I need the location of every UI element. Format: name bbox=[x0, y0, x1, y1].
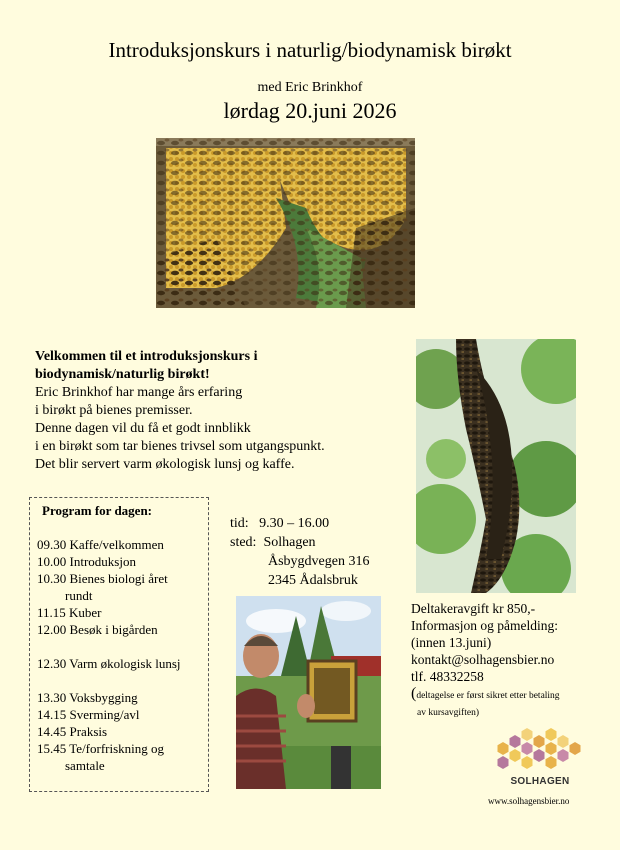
time-place-info bbox=[230, 514, 370, 590]
intro-body-line: i birøkt på bienes premisser. bbox=[35, 403, 193, 418]
program-item: 10.30 Bienes biologi året bbox=[37, 571, 168, 586]
intro-heading-line: Velkommen til et introduksjonskurs i bbox=[35, 349, 258, 364]
honeycomb-photo bbox=[156, 138, 415, 308]
note-paren: ( bbox=[411, 685, 417, 702]
subtitle: med Eric Brinkhof bbox=[257, 80, 363, 95]
address-line-1: Åsbygdvegen 316 bbox=[268, 554, 370, 569]
bee-swarm-photo bbox=[416, 339, 576, 593]
intro-body-line: Eric Brinkhof har mange års erfaring bbox=[35, 385, 243, 400]
page-title: Introduksjonskurs i naturlig/biodynamisk birøkt bbox=[108, 38, 512, 62]
intro-body-line: i en birøkt som tar bienes trivsel som utgangspunkt. bbox=[35, 439, 325, 454]
website-link[interactable]: www.solhagensbier.no bbox=[488, 796, 570, 806]
intro-text bbox=[35, 348, 395, 474]
program-item: 13.30 Voksbygging bbox=[37, 690, 138, 705]
payment-note-line-1: deltagelse er først sikret etter betaling bbox=[416, 691, 560, 701]
program-item-continuation: rundt bbox=[65, 588, 93, 603]
beekeeper-photo bbox=[236, 596, 381, 789]
address-line-2: 2345 Ådalsbruk bbox=[268, 573, 358, 588]
logo-text: SOLHAGEN bbox=[510, 776, 570, 787]
payment-note-line-2: av kursavgiften) bbox=[417, 708, 479, 718]
time-label: tid: bbox=[230, 516, 249, 531]
place-label: sted: bbox=[230, 535, 257, 550]
program-item: 15.45 Te/forfriskning og bbox=[37, 741, 165, 756]
program-item: 11.15 Kuber bbox=[37, 605, 102, 620]
program-item: 10.00 Introduksjon bbox=[37, 554, 136, 569]
program-heading: Program for dagen: bbox=[42, 503, 152, 518]
program-item: 14.15 Sverming/avl bbox=[37, 707, 140, 722]
program-item-continuation: samtale bbox=[65, 758, 105, 773]
intro-heading-line: biodynamisk/naturlig birøkt! bbox=[35, 367, 210, 382]
intro-body-line: Denne dagen vil du få et godt innblikk bbox=[35, 421, 251, 436]
contact-email[interactable]: kontakt@solhagensbier.no bbox=[411, 652, 555, 667]
registration-info bbox=[411, 600, 560, 722]
event-date: lørdag 20.juni 2026 bbox=[223, 98, 397, 123]
fee-text: Deltakeravgift kr 850,- bbox=[411, 601, 536, 616]
registration-heading: Informasjon og påmelding: bbox=[411, 618, 558, 633]
contact-phone: tlf. 48332258 bbox=[411, 669, 484, 684]
intro-body-line: Det blir servert varm økologisk lunsj og kaffe. bbox=[35, 457, 295, 472]
program-item: 14.45 Praksis bbox=[37, 724, 108, 739]
program-box bbox=[29, 497, 209, 792]
registration-deadline: (innen 13.juni) bbox=[411, 635, 492, 650]
program-item: 09.30 Kaffe/velkommen bbox=[37, 537, 164, 552]
time-value: 9.30 – 16.00 bbox=[259, 516, 330, 531]
program-item: 12.00 Besøk i bigården bbox=[37, 622, 158, 637]
place-name: Solhagen bbox=[263, 535, 316, 550]
program-item: 12.30 Varm økologisk lunsj bbox=[37, 656, 181, 671]
